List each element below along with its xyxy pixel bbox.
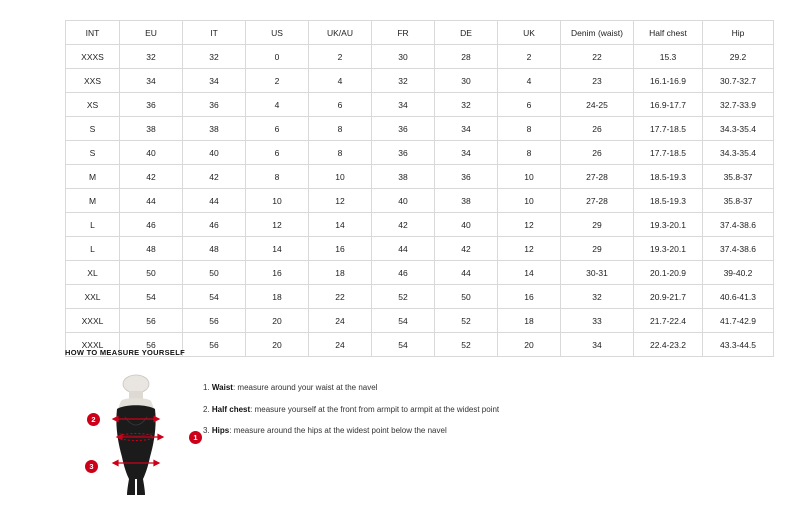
cell: 18.5-19.3 [634,189,703,213]
cell: 6 [498,93,561,117]
cell: 46 [120,213,183,237]
cell: 8 [246,165,309,189]
table-row [66,117,774,141]
cell: 50 [183,261,246,285]
cell: L [66,213,120,237]
cell: 8 [309,117,372,141]
cell: 12 [498,237,561,261]
cell: 12 [498,213,561,237]
cell: 30.7-32.7 [703,69,774,93]
cell: 48 [120,237,183,261]
cell: 17.7-18.5 [634,117,703,141]
cell: 20.9-21.7 [634,285,703,309]
cell: 27-28 [561,189,634,213]
cell: 18 [309,261,372,285]
step-number: 2. [203,404,210,414]
cell: 37.4-38.6 [703,237,774,261]
cell: 22 [561,45,634,69]
section-title: HOW TO MEASURE YOURSELF [65,348,185,357]
cell: 36 [435,165,498,189]
cell: 26 [561,117,634,141]
cell: 36 [372,117,435,141]
cell: 56 [183,333,246,357]
cell: 34 [372,93,435,117]
cell: 56 [120,333,183,357]
cell: 24 [309,309,372,333]
table-header-row [66,21,774,45]
cell: 42 [435,237,498,261]
cell: 37.4-38.6 [703,213,774,237]
cell: 54 [120,285,183,309]
cell: 46 [183,213,246,237]
cell: XS [66,93,120,117]
column-header: US [246,21,309,45]
cell: 46 [372,261,435,285]
cell: 30 [435,69,498,93]
cell: 12 [309,189,372,213]
cell: 4 [246,93,309,117]
cell: 32 [561,285,634,309]
cell: 0 [246,45,309,69]
column-header: FR [372,21,435,45]
cell: 8 [498,141,561,165]
cell: 26 [561,141,634,165]
column-header: EU [120,21,183,45]
callout-marker-2: 2 [87,413,100,426]
cell: 20 [246,309,309,333]
step-label: Half chest [211,404,251,414]
cell: 22 [309,285,372,309]
step-number: 1. [203,383,210,392]
measure-step-hips [203,426,499,436]
cell: 38 [183,117,246,141]
cell: 40.6-41.3 [703,285,774,309]
cell: 20.1-20.9 [634,261,703,285]
cell: 41.7-42.9 [703,309,774,333]
callout-marker-1: 1 [189,431,202,444]
table-row [66,141,774,165]
cell: M [66,189,120,213]
cell: 4 [309,69,372,93]
cell: 27-28 [561,165,634,189]
cell: XXXL [66,333,120,357]
table-row [66,69,774,93]
cell: 18.5-19.3 [634,165,703,189]
cell: 34.3-35.4 [703,117,774,141]
cell: 39-40.2 [703,261,774,285]
step-text: : measure around your waist at the navel [232,383,378,392]
table-row [66,237,774,261]
cell: 20 [498,333,561,357]
cell: 6 [246,117,309,141]
table-row [66,165,774,189]
cell: 40 [435,213,498,237]
cell: 32 [435,93,498,117]
cell: XXXS [66,45,120,69]
cell: 16 [309,237,372,261]
step-label: Waist [211,383,233,392]
cell: 56 [183,309,246,333]
cell: 14 [246,237,309,261]
measure-body [65,369,765,499]
cell: 44 [183,189,246,213]
cell: 4 [498,69,561,93]
cell: 38 [372,165,435,189]
step-text: : measure yourself at the front from armpit to armpit at the widest point [250,404,500,414]
cell: 34.3-35.4 [703,141,774,165]
cell: 24 [309,333,372,357]
cell: 12 [246,213,309,237]
cell: 30-31 [561,261,634,285]
cell: 40 [120,141,183,165]
cell: 52 [435,309,498,333]
cell: 36 [183,93,246,117]
cell: 43.3-44.5 [703,333,774,357]
cell: 8 [498,117,561,141]
cell: 29 [561,237,634,261]
cell: 2 [309,45,372,69]
column-header: INT [66,21,120,45]
cell: 16.9-17.7 [634,93,703,117]
column-header: Hip [703,21,774,45]
cell: 28 [435,45,498,69]
column-header: IT [183,21,246,45]
cell: XXXL [66,309,120,333]
cell: 18 [498,309,561,333]
measure-step-waist [203,383,499,393]
cell: XXS [66,69,120,93]
cell: 14 [309,213,372,237]
cell: 44 [120,189,183,213]
cell: 54 [372,333,435,357]
cell: 33 [561,309,634,333]
cell: 34 [435,117,498,141]
measure-step-half-chest [203,405,499,415]
cell: 44 [372,237,435,261]
cell: 32 [372,69,435,93]
cell: S [66,141,120,165]
cell: 35.8-37 [703,165,774,189]
measure-steps [203,369,499,448]
cell: 19.3-20.1 [634,213,703,237]
cell: 50 [120,261,183,285]
column-header: Half chest [634,21,703,45]
cell: 54 [183,285,246,309]
cell: 54 [372,309,435,333]
step-text: : measure around the hips at the widest point below the navel [229,426,447,436]
cell: 32 [183,45,246,69]
cell: 2 [498,45,561,69]
cell: 35.8-37 [703,189,774,213]
cell: 42 [120,165,183,189]
cell: 6 [246,141,309,165]
cell: 56 [120,309,183,333]
table-row [66,189,774,213]
cell: 42 [183,165,246,189]
cell: 29.2 [703,45,774,69]
column-header: DE [435,21,498,45]
cell: 20 [246,333,309,357]
column-header: UK/AU [309,21,372,45]
cell: 40 [372,189,435,213]
cell: 52 [372,285,435,309]
cell: 23 [561,69,634,93]
cell: 48 [183,237,246,261]
cell: 16 [246,261,309,285]
cell: 24-25 [561,93,634,117]
cell: 52 [435,333,498,357]
cell: L [66,237,120,261]
table-row [66,309,774,333]
cell: 15.3 [634,45,703,69]
cell: 38 [120,117,183,141]
mannequin-illustration [91,371,181,496]
mannequin-figure [65,369,198,499]
cell: 10 [498,165,561,189]
cell: 17.7-18.5 [634,141,703,165]
cell: M [66,165,120,189]
table-row [66,261,774,285]
cell: 10 [309,165,372,189]
cell: 30 [372,45,435,69]
cell: 36 [120,93,183,117]
cell: 34 [561,333,634,357]
column-header: UK [498,21,561,45]
table-row [66,285,774,309]
table-row [66,93,774,117]
cell: 38 [435,189,498,213]
callout-marker-3: 3 [85,460,98,473]
table-row [66,45,774,69]
cell: 42 [372,213,435,237]
cell: 10 [246,189,309,213]
table-row [66,213,774,237]
cell: 14 [498,261,561,285]
size-chart-table [65,20,774,357]
cell: 6 [309,93,372,117]
cell: XL [66,261,120,285]
cell: 32.7-33.9 [703,93,774,117]
column-header: Denim (waist) [561,21,634,45]
cell: 44 [435,261,498,285]
how-to-measure-section [65,348,765,499]
cell: 34 [435,141,498,165]
cell: 34 [183,69,246,93]
cell: 2 [246,69,309,93]
step-number: 3. [203,426,210,436]
cell: 8 [309,141,372,165]
cell: 34 [120,69,183,93]
cell: 40 [183,141,246,165]
step-label: Hips [211,426,230,436]
cell: 16.1-16.9 [634,69,703,93]
cell: 16 [498,285,561,309]
cell: 22.4-23.2 [634,333,703,357]
cell: 21.7-22.4 [634,309,703,333]
cell: 50 [435,285,498,309]
cell: 36 [372,141,435,165]
cell: 18 [246,285,309,309]
cell: XXL [66,285,120,309]
cell: 32 [120,45,183,69]
cell: 19.3-20.1 [634,237,703,261]
cell: 10 [498,189,561,213]
cell: S [66,117,120,141]
cell: 29 [561,213,634,237]
